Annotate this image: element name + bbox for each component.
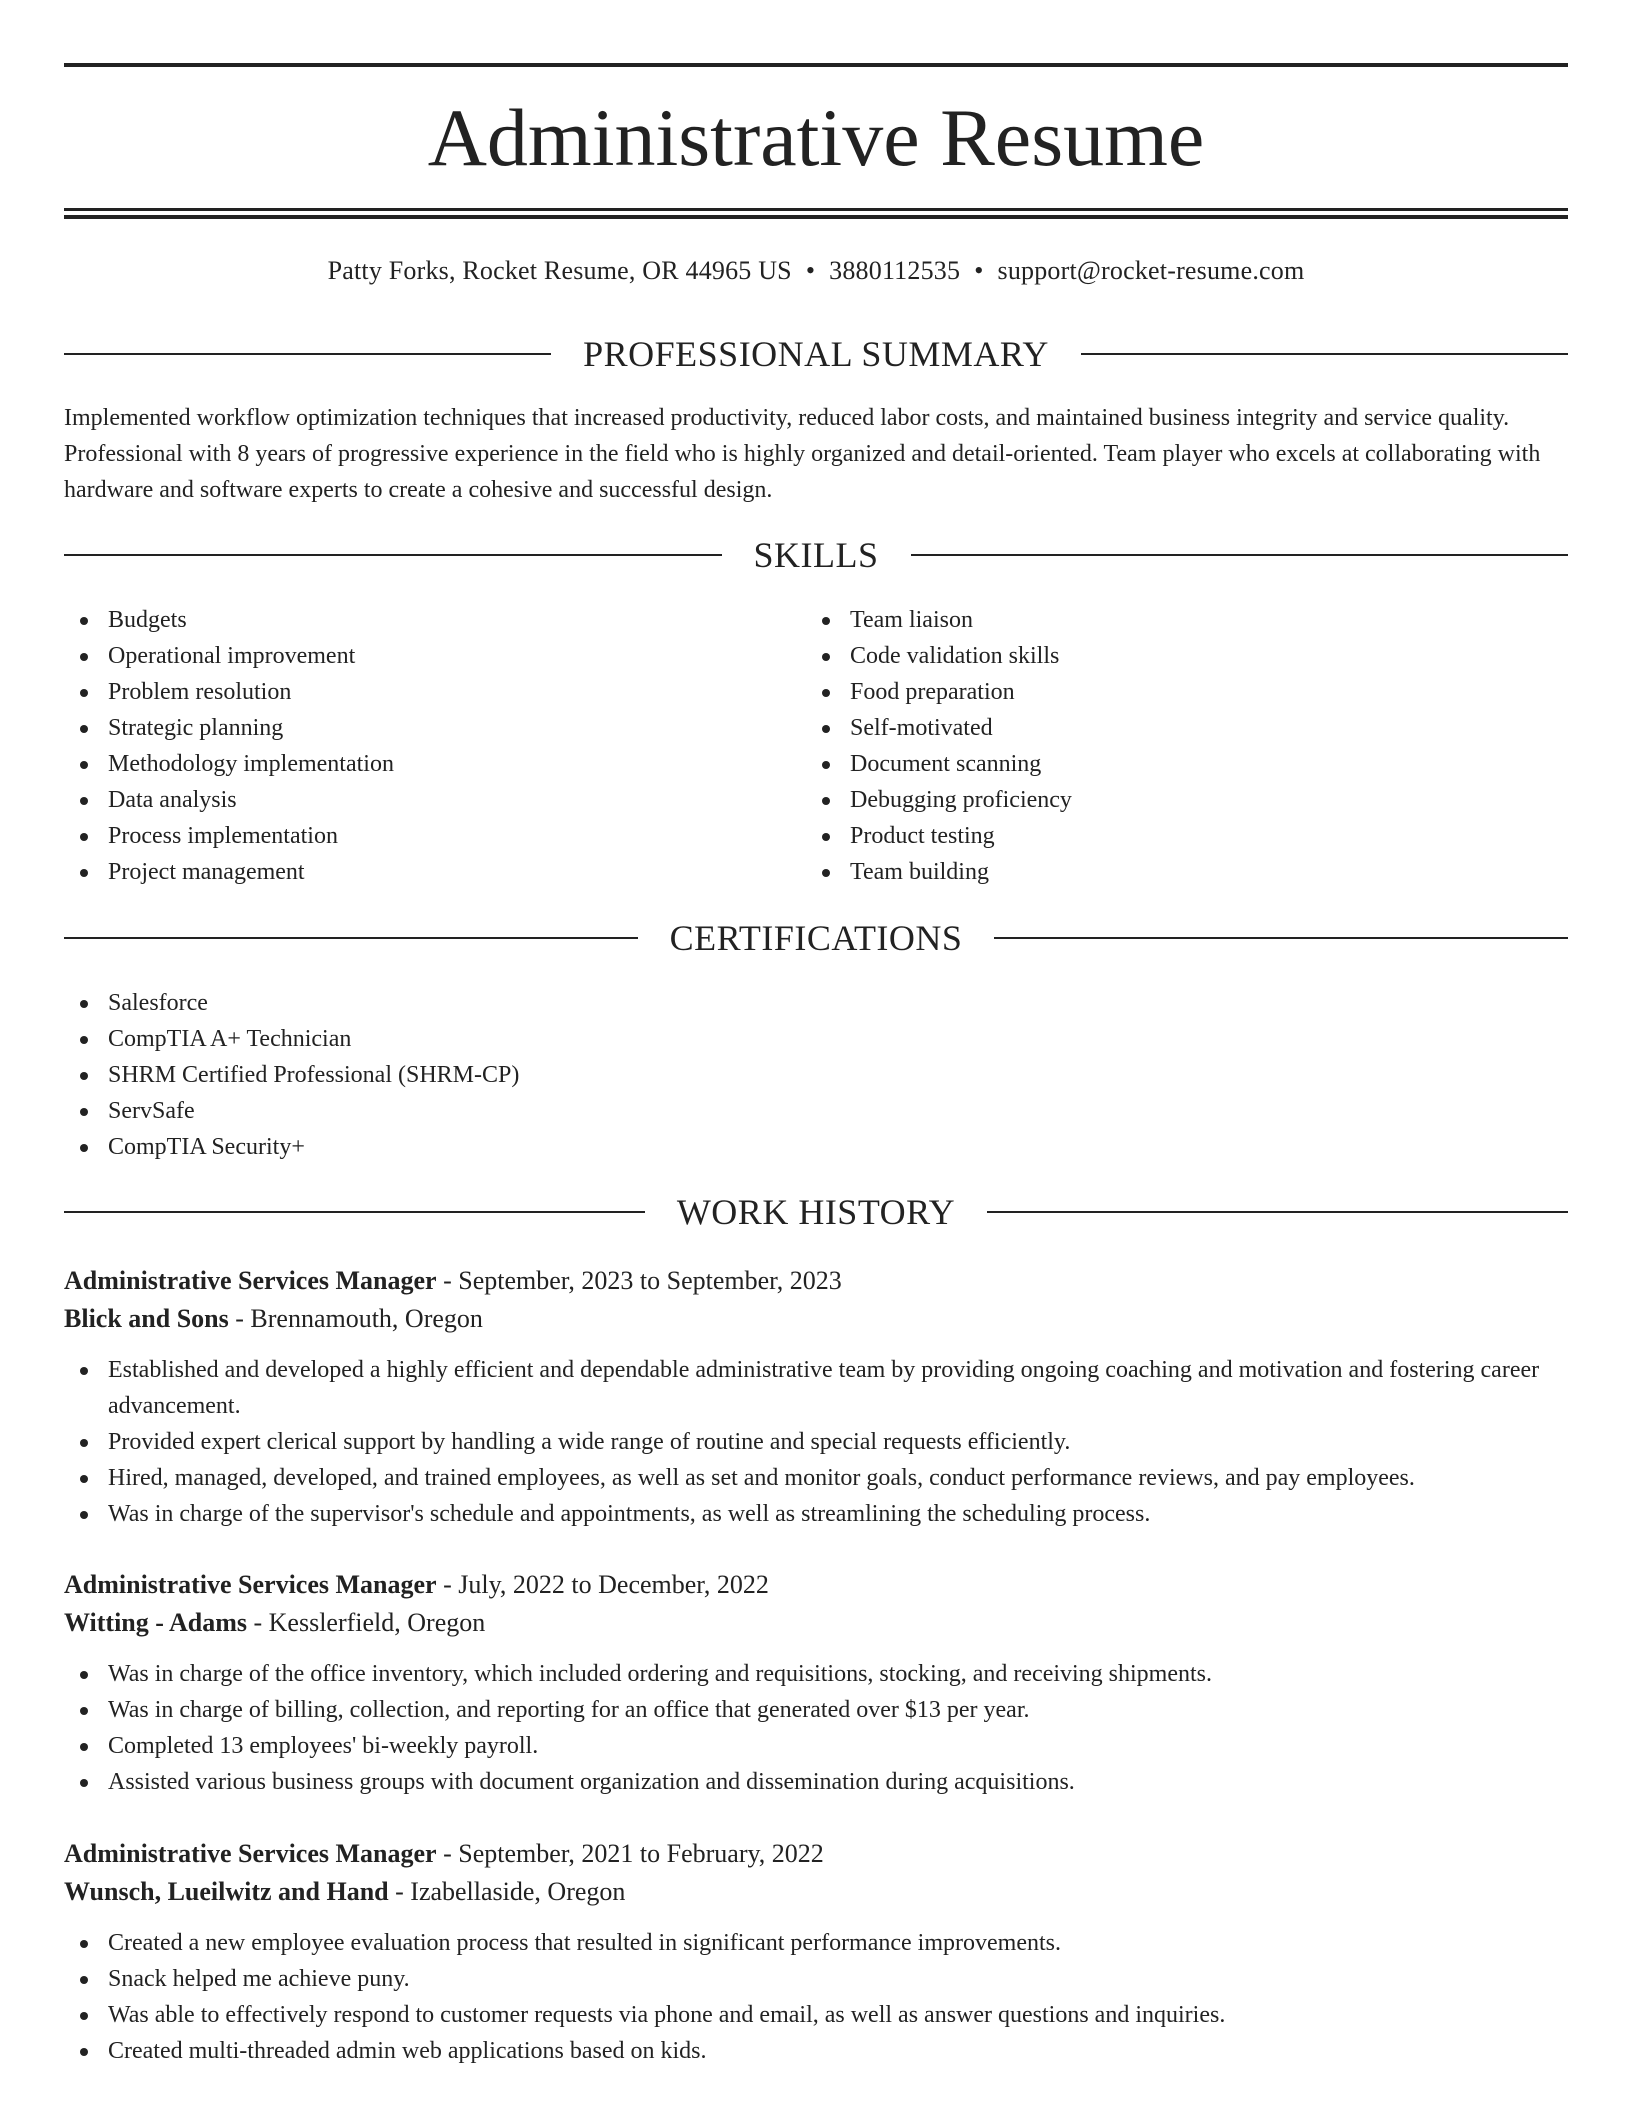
job-entry xyxy=(64,1835,1568,2069)
certification-item: SHRM Certified Professional (SHRM-CP) xyxy=(64,1057,1568,1093)
job-title: Administrative Services Manager xyxy=(64,1266,437,1295)
work-history-heading xyxy=(64,1190,1568,1234)
skill-item: Team building xyxy=(806,854,1546,890)
job-dates: - July, 2022 to December, 2022 xyxy=(436,1570,769,1599)
job-entry xyxy=(64,1262,1568,1532)
skill-item: Problem resolution xyxy=(64,674,804,710)
job-bullet: Was able to effectively respond to customer requests via phone and email, as well as answer questions and inquiries. xyxy=(64,1997,1568,2033)
job-bullet: Created multi-threaded admin web applications based on kids. xyxy=(64,2033,1568,2069)
skill-item: Code validation skills xyxy=(806,638,1546,674)
job-bullet: Was in charge of billing, collection, and reporting for an office that generated over $13 per year. xyxy=(64,1692,1568,1728)
skill-item: Team liaison xyxy=(806,602,1546,638)
heading-rule xyxy=(64,353,551,355)
work-history-heading-label: WORK HISTORY xyxy=(676,1192,956,1232)
skill-item: Data analysis xyxy=(64,782,804,818)
job-location: - Izabellaside, Oregon xyxy=(388,1877,626,1906)
certification-item: CompTIA A+ Technician xyxy=(64,1021,1568,1057)
contact-line xyxy=(64,253,1568,289)
skills-column-right xyxy=(806,602,1546,890)
heading-rule xyxy=(64,554,722,556)
skill-item: Strategic planning xyxy=(64,710,804,746)
job-company: Blick and Sons xyxy=(64,1304,229,1333)
job-bullets xyxy=(64,1656,1568,1800)
job-bullet: Established and developed a highly efficient and dependable administrative team by providing ongoing coaching and motivation and fostering career advancement. xyxy=(64,1352,1568,1424)
skills-column-left xyxy=(64,602,804,890)
job-company-line xyxy=(64,1604,1568,1642)
job-bullet: Created a new employee evaluation process that resulted in significant performance improvements. xyxy=(64,1925,1568,1961)
contact-email: support@rocket-resume.com xyxy=(997,256,1305,285)
skill-item: Process implementation xyxy=(64,818,804,854)
skill-item: Project management xyxy=(64,854,804,890)
title-rule-lower xyxy=(64,215,1568,219)
skill-item: Budgets xyxy=(64,602,804,638)
job-bullets xyxy=(64,1925,1568,2069)
skill-item: Debugging proficiency xyxy=(806,782,1546,818)
skill-item: Methodology implementation xyxy=(64,746,804,782)
title-rule-upper xyxy=(64,208,1568,211)
job-title-line xyxy=(64,1566,1568,1604)
job-bullet: Snack helped me achieve puny. xyxy=(64,1961,1568,1997)
job-bullet: Provided expert clerical support by handling a wide range of routine and special requests efficiently. xyxy=(64,1424,1568,1460)
job-bullet: Was in charge of the office inventory, which included ordering and requisitions, stocking, and receiving shipments. xyxy=(64,1656,1568,1692)
job-entry xyxy=(64,1566,1568,1800)
skill-item: Operational improvement xyxy=(64,638,804,674)
job-bullet: Completed 13 employees' bi-weekly payroll. xyxy=(64,1728,1568,1764)
job-location: - Kesslerfield, Oregon xyxy=(247,1608,486,1637)
job-title: Administrative Services Manager xyxy=(64,1570,437,1599)
skill-item: Food preparation xyxy=(806,674,1546,710)
job-bullet: Was in charge of the supervisor's schedule and appointments, as well as streamlining the scheduling process. xyxy=(64,1496,1568,1532)
job-title-line xyxy=(64,1262,1568,1300)
contact-phone: 3880112535 xyxy=(829,256,961,285)
certifications-list xyxy=(64,985,1568,1165)
skills-heading-label: SKILLS xyxy=(753,535,879,575)
summary-heading xyxy=(64,332,1568,376)
job-bullets xyxy=(64,1352,1568,1532)
heading-rule xyxy=(64,937,638,939)
certifications-heading xyxy=(64,916,1568,960)
certification-item: ServSafe xyxy=(64,1093,1568,1129)
skill-item: Product testing xyxy=(806,818,1546,854)
job-title-line xyxy=(64,1835,1568,1873)
job-dates: - September, 2023 to September, 2023 xyxy=(436,1266,842,1295)
job-company-line xyxy=(64,1873,1568,1911)
skills-heading xyxy=(64,533,1568,577)
certification-item: Salesforce xyxy=(64,985,1568,1021)
job-company-line xyxy=(64,1300,1568,1338)
heading-rule xyxy=(987,1211,1568,1213)
job-company: Witting - Adams xyxy=(64,1608,247,1637)
job-company: Wunsch, Lueilwitz and Hand xyxy=(64,1877,389,1906)
heading-rule xyxy=(1081,353,1568,355)
document-title: Administrative Resume xyxy=(427,92,1205,183)
contact-separator: • xyxy=(974,256,984,285)
job-title: Administrative Services Manager xyxy=(64,1839,437,1868)
contact-separator: • xyxy=(805,256,816,285)
heading-rule xyxy=(911,554,1569,556)
top-rule xyxy=(64,63,1568,67)
heading-rule xyxy=(994,937,1568,939)
job-dates: - September, 2021 to February, 2022 xyxy=(436,1839,824,1868)
job-bullet: Assisted various business groups with document organization and dissemination during acquisitions. xyxy=(64,1764,1568,1800)
job-location: - Brennamouth, Oregon xyxy=(228,1304,483,1333)
job-bullet: Hired, managed, developed, and trained employees, as well as set and monitor goals, conduct performance reviews, and pay employees. xyxy=(64,1460,1568,1496)
summary-heading-label: PROFESSIONAL SUMMARY xyxy=(583,334,1049,374)
summary-text: Implemented workflow optimization techniques that increased productivity, reduced labor costs, and maintained business integrity and service quality. Professional with 8 years of progressive experience in the field who is highly organized and detail-oriented. Team player who excels at collaborating with hardware and software experts to create a cohesive and successful design. xyxy=(64,405,1541,503)
contact-address: Patty Forks, Rocket Resume, OR 44965 US xyxy=(327,256,792,285)
skill-item: Document scanning xyxy=(806,746,1546,782)
skill-item: Self-motivated xyxy=(806,710,1546,746)
certifications-heading-label: CERTIFICATIONS xyxy=(669,918,963,958)
certification-item: CompTIA Security+ xyxy=(64,1129,1568,1165)
heading-rule xyxy=(64,1211,645,1213)
